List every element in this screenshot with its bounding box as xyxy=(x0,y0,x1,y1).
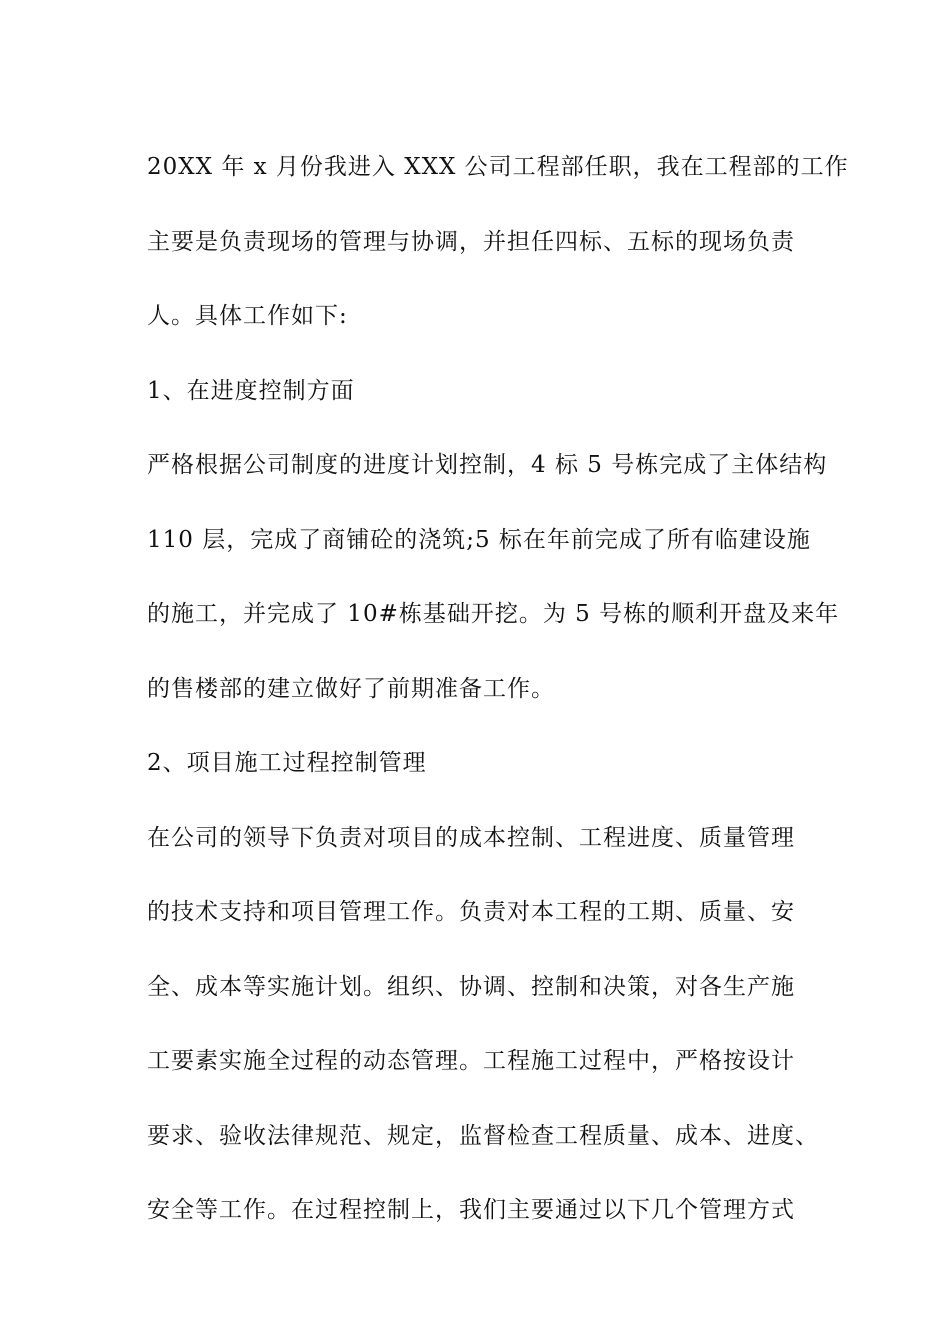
text-line: 全、成本等实施计划。组织、协调、控制和决策，对各生产施 xyxy=(147,973,795,1000)
text-line: 安全等工作。在过程控制上，我们主要通过以下几个管理方式 xyxy=(147,1197,795,1223)
text-line: 20XX 年 x 月份我进入 XXX 公司工程部任职，我在工程部的工作 xyxy=(147,154,849,180)
text-line: 主要是负责现场的管理与协调，并担任四标、五标的现场负责 xyxy=(147,228,795,255)
text-line: 工要素实施全过程的动态管理。工程施工过程中，严格按设计 xyxy=(147,1048,795,1074)
section-heading: 1、在进度控制方面 xyxy=(147,377,355,404)
text-line: 要求、验收法律规范、规定，监督检查工程质量、成本、进度、 xyxy=(147,1122,819,1149)
text-line: 的技术支持和项目管理工作。负责对本工程的工期、质量、安 xyxy=(147,899,795,925)
text-line: 的施工，并完成了 10#栋基础开挖。为 5 号栋的顺利开盘及来年 xyxy=(147,601,840,627)
section-heading: 2、项目施工过程控制管理 xyxy=(147,750,427,776)
text-line: 110 层，完成了商铺砼的浇筑;5 标在年前完成了所有临建设施 xyxy=(147,526,811,553)
document-body xyxy=(147,130,849,1248)
text-line: 在公司的领导下负责对项目的成本控制、工程进度、质量管理 xyxy=(147,824,795,851)
text-line: 的售楼部的建立做好了前期准备工作。 xyxy=(147,675,555,702)
text-line: 严格根据公司制度的进度计划控制，4 标 5 号栋完成了主体结构 xyxy=(147,452,828,478)
text-line: 人。具体工作如下: xyxy=(147,303,348,329)
